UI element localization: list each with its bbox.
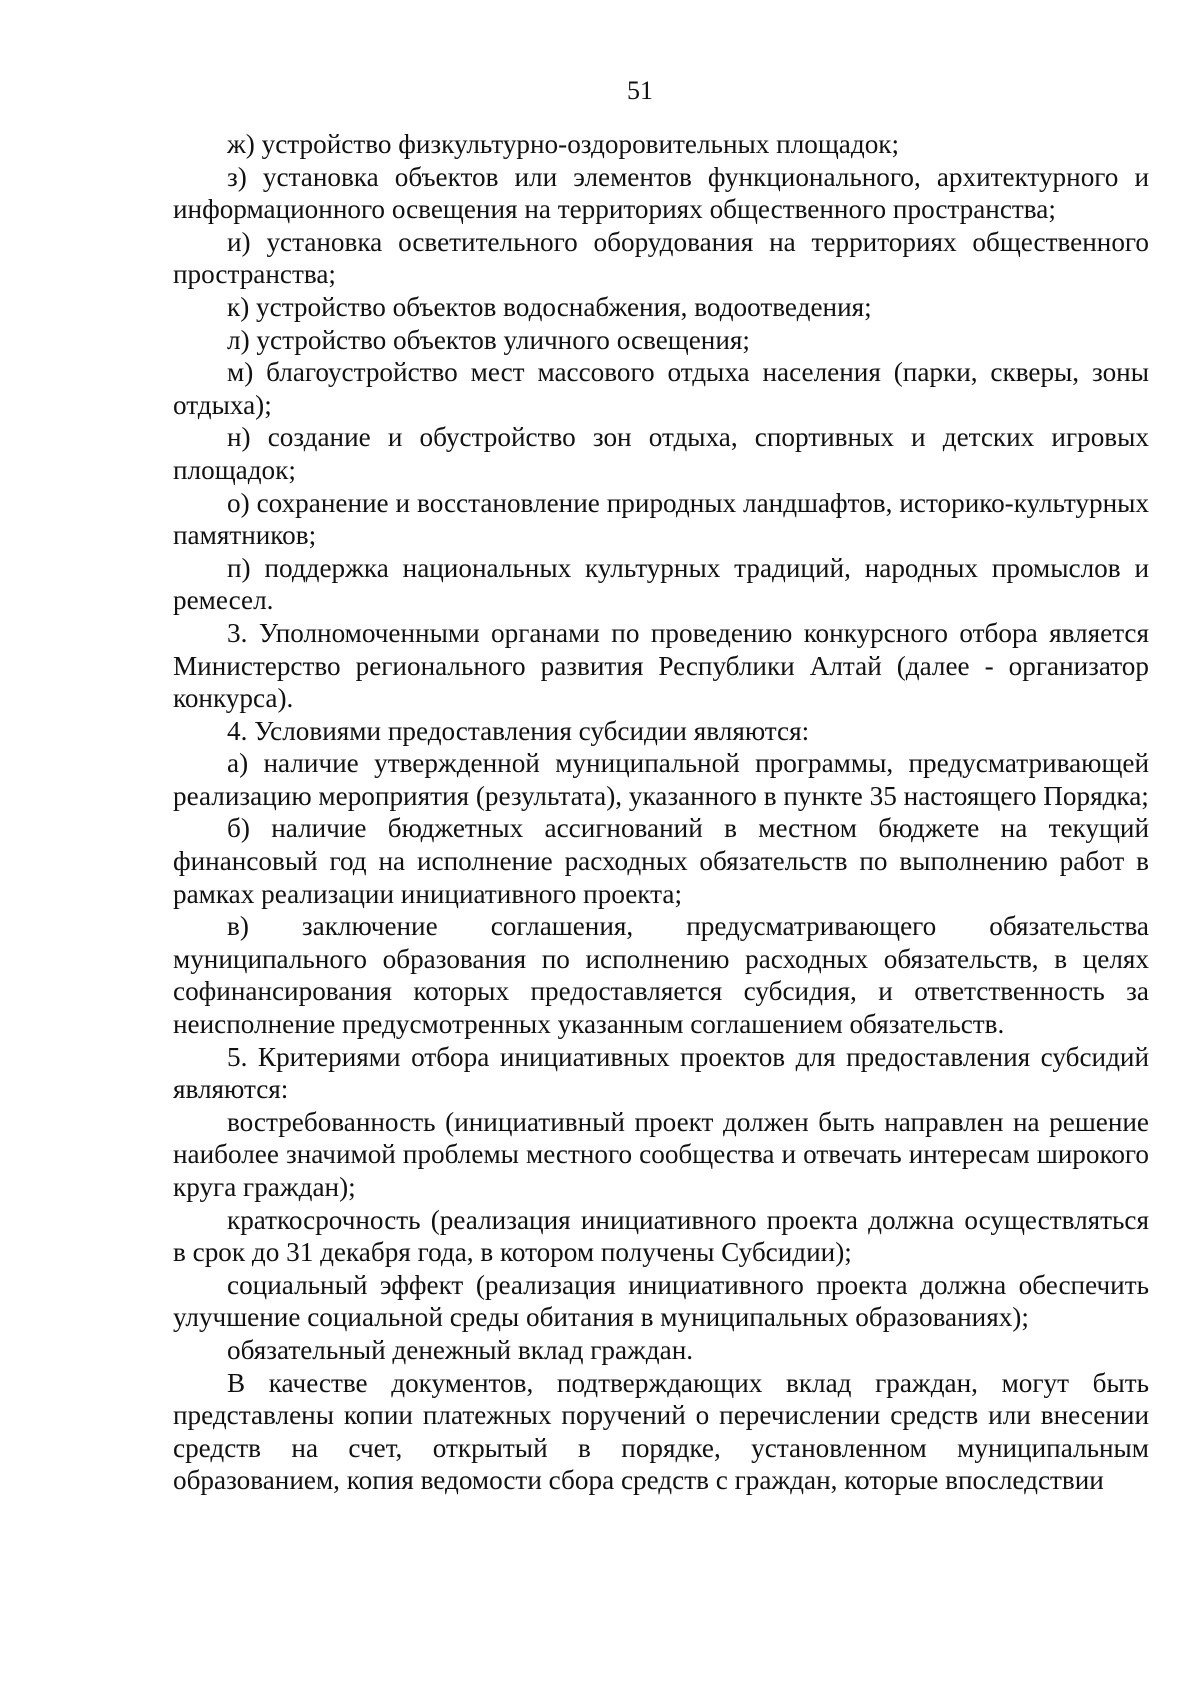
paragraph-section-4: 4. Условиями предоставления субсидии являются:	[227, 715, 810, 746]
paragraph-item-i: и) установка осветительного оборудования на территориях общественного пространства;	[173, 226, 1149, 290]
paragraph-item-n: н) создание и обустройство зон отдыха, спортивных и детских игровых площадок;	[173, 422, 1149, 485]
paragraph-item-k: к) устройство объектов водоснабжения, водоотведения;	[227, 291, 872, 322]
paragraph-criterion-social-effect: социальный эффект (реализация инициативного проекта должна обеспечить улучшение социальной среды обитания в муниципальных образованиях);	[173, 1269, 1149, 1333]
document-body	[173, 128, 1149, 1497]
paragraph-item-l: л) устройство объектов уличного освещения;	[227, 324, 750, 355]
paragraph-section-3: 3. Уполномоченными органами по проведению конкурсного отбора является Министерство регионального развития Республики Алтай (далее - организатор конкурса).	[173, 617, 1149, 714]
paragraph-item-o: о) сохранение и восстановление природных ландшафтов, историко-культурных памятников;	[173, 487, 1149, 551]
paragraph-item-p: п) поддержка национальных культурных традиций, народных промыслов и ремесел.	[173, 552, 1149, 616]
paragraph-item-a: а) наличие утвержденной муниципальной программы, предусматривающей реализацию мероприятия (результата), указанного в пункте 35 настоящего Порядка;	[173, 748, 1149, 811]
paragraph-supporting-documents: В качестве документов, подтверждающих вклад граждан, могут быть представлены копии платежных поручений о перечислении средств или внесении средств на счет, открытый в порядке, установленном муниципальным образованием, копия ведомости сбора средств с граждан, которые впоследствии	[173, 1367, 1149, 1496]
paragraph-item-m: м) благоустройство мест массового отдыха населения (парки, скверы, зоны отдыха);	[173, 357, 1149, 420]
paragraph-criterion-demand: востребованность (инициативный проект должен быть направлен на решение наиболее значимой проблемы местного сообщества и отвечать интересам широкого круга граждан);	[173, 1106, 1149, 1202]
paragraph-section-5: 5. Критериями отбора инициативных проектов для предоставления субсидий являются:	[173, 1041, 1149, 1105]
paragraph-criterion-short-term: краткосрочность (реализация инициативного проекта должна осуществляться в срок до 31 декабря года, в котором получены Субсидии);	[173, 1204, 1149, 1268]
paragraph-item-v: в) заключение соглашения, предусматривающего обязательства муниципального образования по исполнению расходных обязательств, в целях софинансирования которых предоставляется субсидия, и ответственность за неисполнение предусмотренных указанным соглашением обязательств.	[173, 911, 1149, 1040]
page-number: 51	[627, 76, 653, 105]
paragraph-item-b: б) наличие бюджетных ассигнований в местном бюджете на текущий финансовый год на исполнение расходных обязательств по выполнению работ в рамках реализации инициативного проекта;	[173, 813, 1149, 909]
paragraph-item-zh: ж) устройство физкультурно-оздоровительных площадок;	[227, 129, 900, 159]
paragraph-item-z: з) установка объектов или элементов функционального, архитектурного и информационного освещения на территориях общественного пространства;	[173, 161, 1149, 225]
paragraph-criterion-cash-contribution: обязательный денежный вклад граждан.	[227, 1334, 694, 1365]
